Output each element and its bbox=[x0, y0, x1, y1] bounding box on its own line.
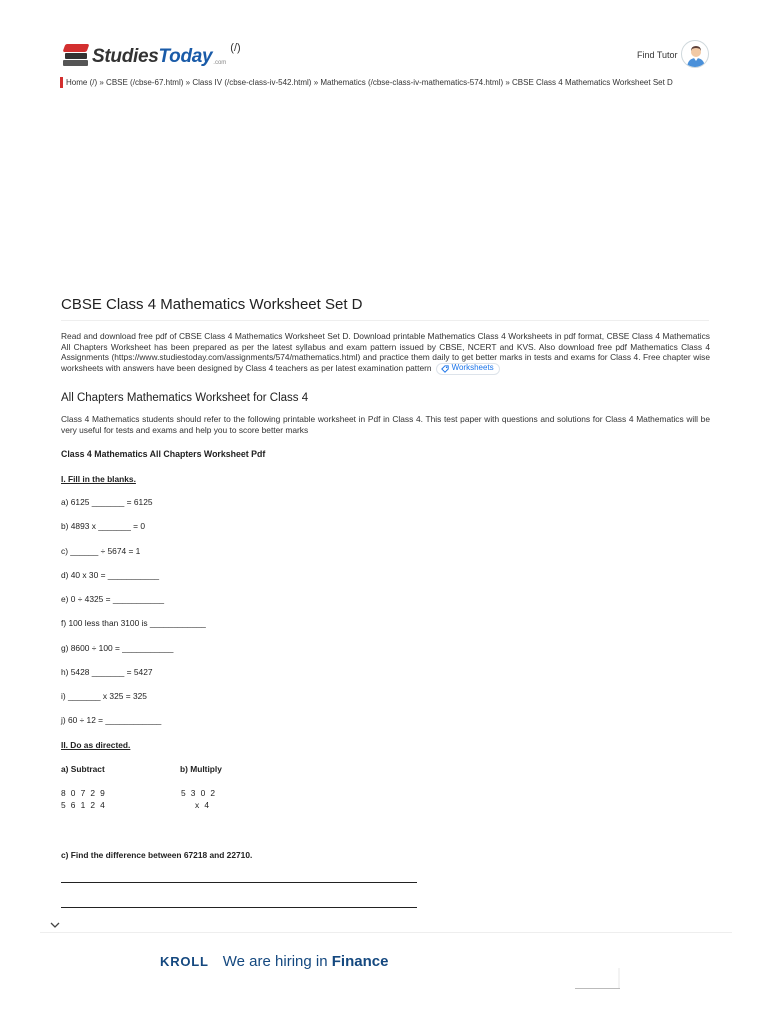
breadcrumb-class-iv[interactable]: Class IV (/cbse-class-iv-542.html) bbox=[192, 78, 312, 87]
chevron-down-icon[interactable] bbox=[49, 920, 61, 930]
multiply-heading: b) Multiply bbox=[180, 764, 222, 774]
question-d: d) 40 x 30 = ___________ bbox=[61, 570, 160, 580]
answer-line bbox=[61, 907, 417, 908]
breadcrumb-mathematics[interactable]: Mathematics (/cbse-class-iv-mathematics-574.html) bbox=[320, 78, 504, 87]
logo-studies: Studies bbox=[92, 46, 159, 67]
multiply-top-number: 5 3 0 2 bbox=[181, 788, 217, 798]
graduation-cap-books-icon bbox=[62, 40, 90, 70]
breadcrumb-separator: » bbox=[505, 78, 510, 87]
breadcrumb-separator: » bbox=[185, 78, 191, 87]
logo-com: .com bbox=[213, 60, 227, 66]
kroll-ad-banner[interactable] bbox=[160, 953, 388, 970]
page-title: CBSE Class 4 Mathematics Worksheet Set D bbox=[61, 296, 709, 321]
section-do-as-directed: II. Do as directed. bbox=[61, 740, 131, 750]
question-j: j) 60 ÷ 12 = ____________ bbox=[61, 715, 162, 725]
subtract-top-number: 8 0 7 2 9 bbox=[61, 788, 107, 798]
question-b: b) 4893 x _______ = 0 bbox=[61, 521, 146, 531]
question-f: f) 100 less than 3100 is ____________ bbox=[61, 618, 206, 628]
ad-brand-logo: KROLL bbox=[160, 954, 209, 969]
answer-line bbox=[61, 882, 417, 883]
question-i: i) _______ x 325 = 325 bbox=[61, 691, 147, 701]
logo-today: Today bbox=[158, 46, 213, 67]
question-a: a) 6125 _______ = 6125 bbox=[61, 497, 153, 507]
user-avatar-icon[interactable] bbox=[681, 40, 709, 68]
ad-text bbox=[223, 953, 389, 970]
ad-underline bbox=[575, 988, 620, 989]
subtract-bottom-number: 5 6 1 2 4 bbox=[61, 800, 107, 810]
ad-text-prefix: We are hiring in bbox=[222, 953, 332, 970]
breadcrumb-separator: » bbox=[313, 78, 319, 87]
breadcrumb-home[interactable]: Home (/) bbox=[66, 78, 98, 87]
site-header bbox=[0, 0, 768, 87]
ad-edge bbox=[618, 968, 620, 988]
intro-text: Read and download free pdf of CBSE Class 4 Mathematics Worksheet Set D. Download printable Mathematics Class 4 Worksheets in pdf format, CBSE Class 4 Mathematics All Chapters Worksheet has been prepared as per the latest syllabus and exam pattern issued by CBSE, NCERT and KVS. Also download free pdf Mathematics Class 4 Assignments (https://www.studiestoday.com/assignments/574/mathematics.html) and practice them daily to get better marks in tests and exams for Class 4. Free chapter wise worksheets with answers have been designed by Class 4 teachers as per latest examination pattern bbox=[61, 331, 710, 373]
site-logo[interactable] bbox=[62, 40, 241, 70]
find-tutor-link[interactable]: Find Tutor bbox=[637, 50, 678, 60]
section-heading: All Chapters Mathematics Worksheet for Class 4 bbox=[61, 392, 309, 404]
worksheets-tag-label: Worksheets bbox=[451, 363, 494, 373]
divider bbox=[40, 932, 732, 933]
worksheet-title: Class 4 Mathematics All Chapters Worksheet Pdf bbox=[61, 449, 266, 459]
ad-text-bold: Finance bbox=[331, 953, 389, 970]
logo-wordmark bbox=[92, 44, 212, 70]
question-e: e) 0 ÷ 4325 = ___________ bbox=[61, 594, 165, 604]
description-paragraph: Class 4 Mathematics students should refer to the following printable worksheet in Pdf in Class 4. This test paper with questions and solutions for Class 4 Mathematics will be very useful for tests and exams and help you to score better marks bbox=[61, 414, 710, 435]
question-difference: c) Find the difference between 67218 and 22710. bbox=[61, 850, 253, 860]
breadcrumb-cbse[interactable]: CBSE (/cbse-67.html) bbox=[106, 78, 184, 87]
question-c: c) ______ ÷ 5674 = 1 bbox=[61, 546, 141, 556]
breadcrumb-current: CBSE Class 4 Mathematics Worksheet Set D bbox=[512, 78, 673, 87]
section-fill-blanks: I. Fill in the blanks. bbox=[61, 474, 136, 484]
question-h: h) 5428 _______ = 5427 bbox=[61, 667, 153, 677]
breadcrumb bbox=[60, 77, 710, 88]
worksheets-tag[interactable] bbox=[436, 363, 500, 375]
tag-icon bbox=[441, 365, 449, 373]
question-g: g) 8600 ÷ 100 = ___________ bbox=[61, 643, 174, 653]
logo-link-text[interactable]: (/) bbox=[230, 42, 241, 54]
subtract-heading: a) Subtract bbox=[61, 764, 105, 774]
intro-paragraph bbox=[61, 331, 710, 375]
breadcrumb-separator: » bbox=[99, 78, 104, 87]
multiply-bottom-number: x 4 bbox=[195, 800, 211, 810]
